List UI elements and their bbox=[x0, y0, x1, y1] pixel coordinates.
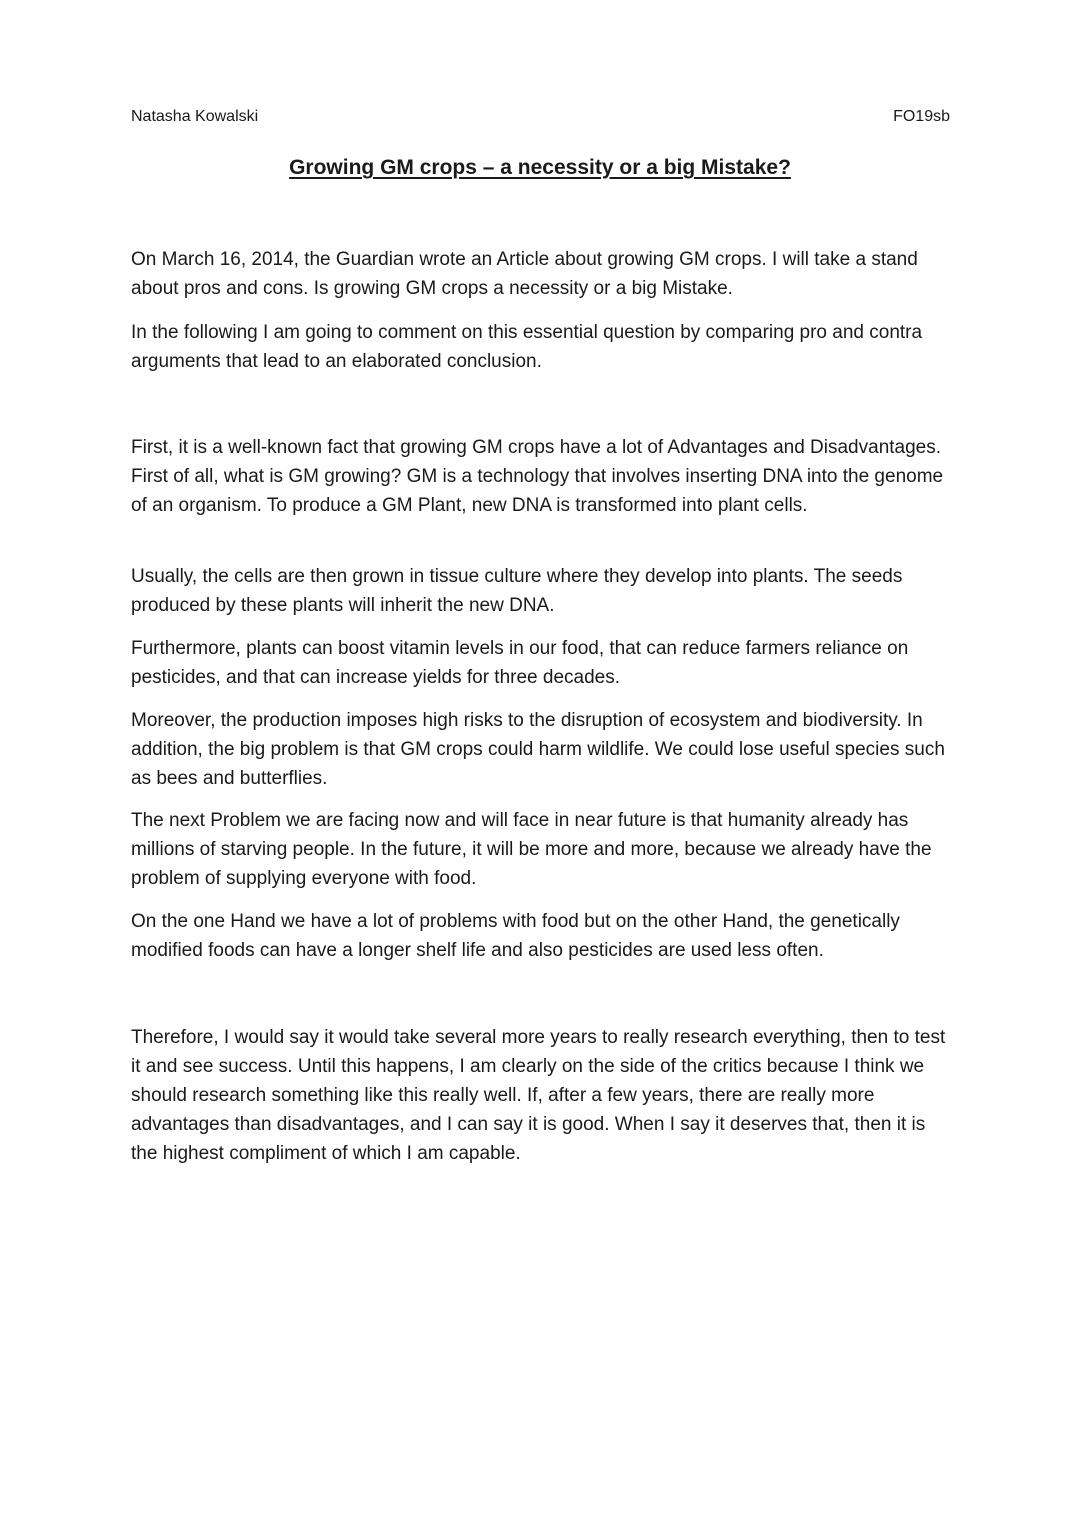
paragraph-food-problems: On the one Hand we have a lot of problems with food but on the other Hand, the genetically modified foods can have a longer shelf life and also pesticides are used less often. bbox=[131, 911, 900, 961]
paragraph-risks: Moreover, the production imposes high risks to the disruption of ecosystem and biodiversity. In addition, the big problem is that GM crops could harm wildlife. We could lose useful species such as bees and butterflies. bbox=[131, 710, 945, 789]
essay-title: Growing GM crops – a necessity or a big Mistake? bbox=[289, 156, 791, 179]
paragraph-starvation: The next Problem we are facing now and will face in near future is that humanity already has millions of starving people. In the future, it will be more and more, because we already have the problem of supplying everyone with food. bbox=[131, 810, 932, 889]
class-code: FO19sb bbox=[893, 108, 950, 125]
paragraph-advantages: Furthermore, plants can boost vitamin levels in our food, that can reduce farmers reliance on pesticides, and that can increase yields for three decades. bbox=[131, 638, 909, 688]
paragraph-definition: First, it is a well-known fact that growing GM crops have a lot of Advantages and Disadvantages. First of all, what is GM growing? GM is a technology that involves inserting DNA into the genome of an organism. To produce a GM Plant, new DNA is transformed into plant cells. bbox=[131, 437, 944, 516]
author-name: Natasha Kowalski bbox=[131, 108, 259, 125]
paragraph-conclusion: Therefore, I would say it would take several more years to really research everything, then to test it and see success. Until this happens, I am clearly on the side of the critics because I think we should research something like this really well. If, after a few years, there are really more advantages than disadvantages, and I can say it is good. When I say it deserves that, then it is the highest compliment of which I am capable. bbox=[131, 1027, 946, 1164]
paragraph-thesis: In the following I am going to comment on this essential question by comparing pro and contra arguments that lead to an elaborated conclusion. bbox=[131, 322, 923, 372]
paragraph-introduction: On March 16, 2014, the Guardian wrote an Article about growing GM crops. I will take a stand about pros and cons. Is growing GM crops a necessity or a big Mistake. bbox=[131, 249, 918, 299]
paragraph-process: Usually, the cells are then grown in tissue culture where they develop into plants. The seeds produced by these plants will inherit the new DNA. bbox=[131, 566, 903, 616]
document-header bbox=[131, 108, 950, 130]
